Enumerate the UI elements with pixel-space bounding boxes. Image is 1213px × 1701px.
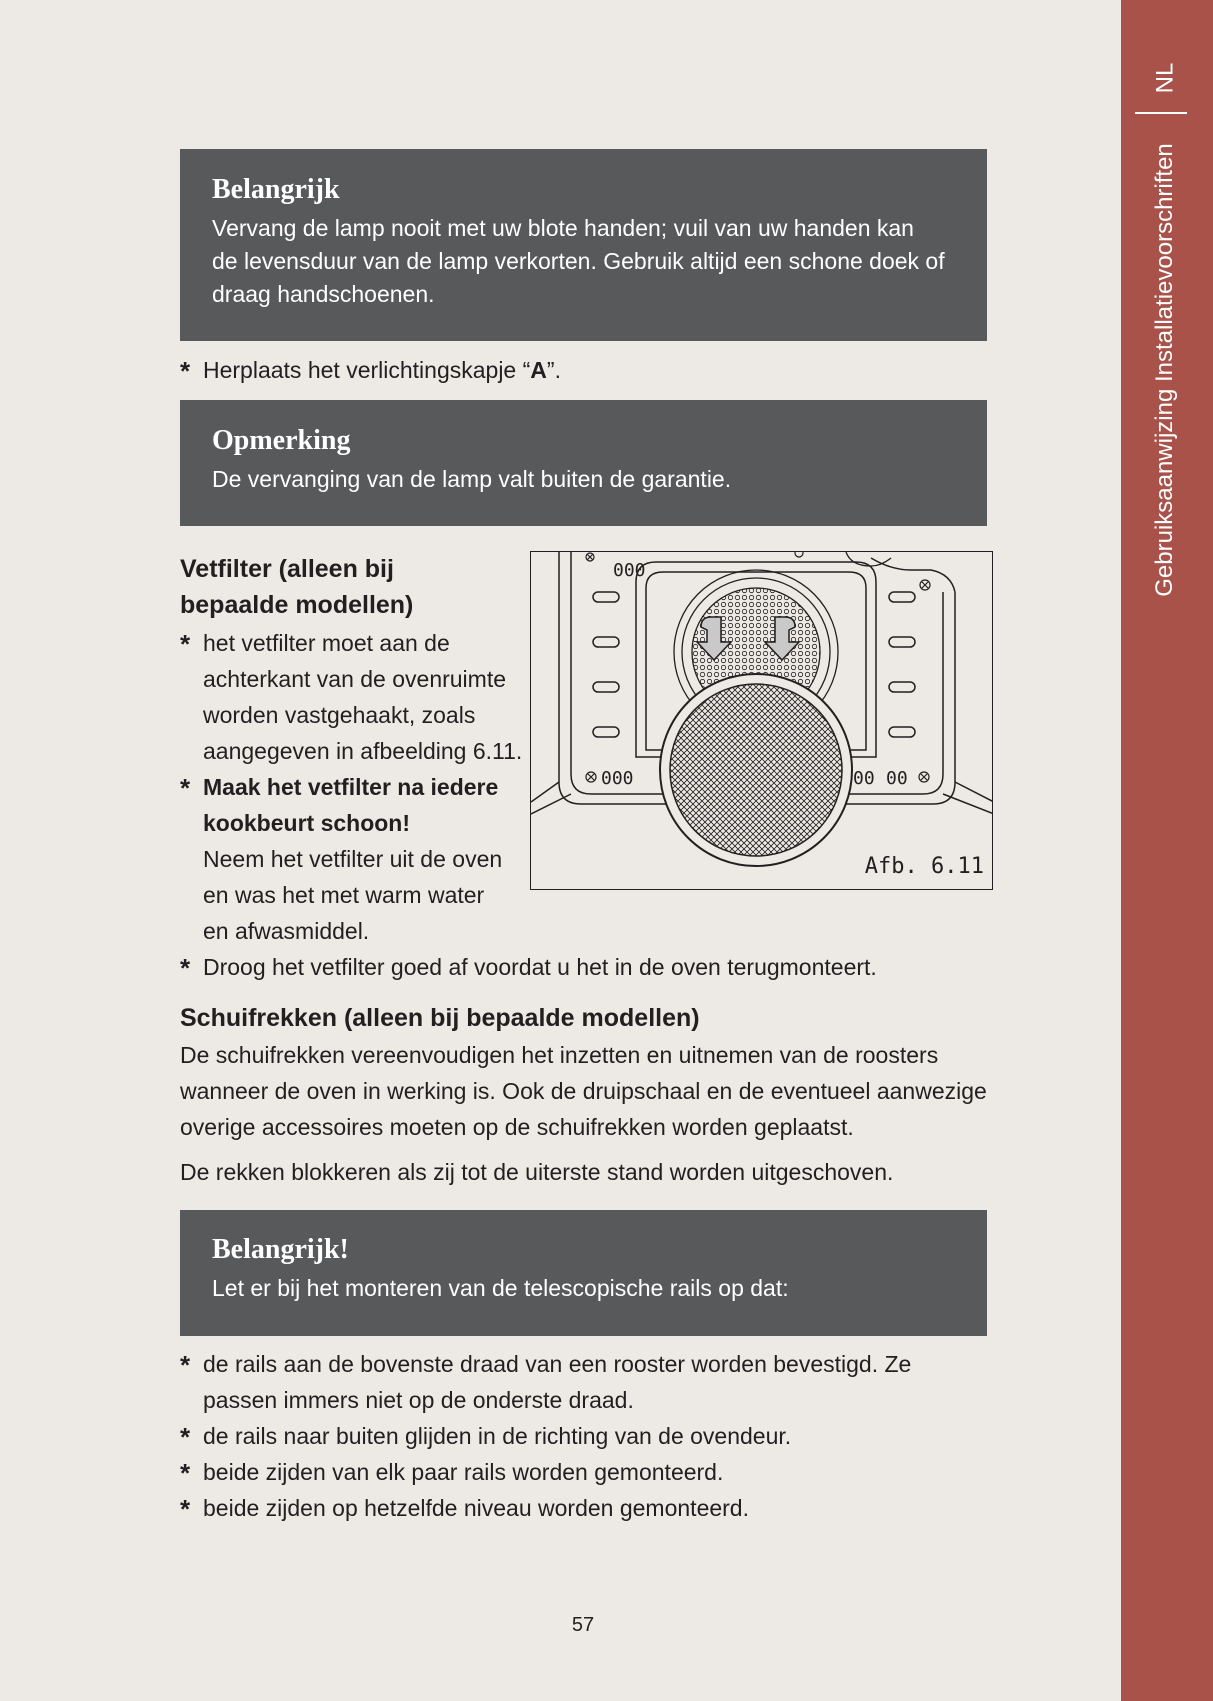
grease-filter-bullet1: achterkant van de ovenruimte <box>203 666 507 692</box>
notice-text: Let er bij het monteren van de telescopische rails op dat: <box>212 1275 789 1301</box>
grease-filter-heading: Vetfilter (alleen bij <box>180 555 394 583</box>
notice-title: Belangrijk! <box>212 1234 349 1265</box>
bullet-marker: * <box>180 1458 191 1488</box>
rails-item: de rails aan de bovenste draad van een rooster worden bevestigd. Ze <box>203 1351 912 1377</box>
shelves-paragraph: De rekken blokkeren als zij tot de uiterste stand worden uitgeschoven. <box>180 1159 894 1185</box>
grease-filter-bullet2: en was het met warm water <box>203 882 485 908</box>
grease-filter-bullet2-bold: Maak het vetfilter na iedere <box>203 774 499 800</box>
figure-label: 000 <box>613 560 646 581</box>
figure-label: 000 <box>601 768 634 789</box>
notice-title: Opmerking <box>212 425 351 456</box>
sidebar-divider <box>1135 112 1187 114</box>
replace-cover-text: Herplaats het verlichtingskapje “A”. <box>203 357 561 383</box>
grease-filter-bullet1: worden vastgehaakt, zoals <box>203 702 476 728</box>
bullet-marker: * <box>180 1494 191 1524</box>
grease-filter-heading: bepaalde modellen) <box>180 591 414 619</box>
notice-line: de levensduur van de lamp verkorten. Gebruik altijd een schone doek of <box>212 248 945 274</box>
bullet-marker: * <box>180 773 191 803</box>
oven-illustration <box>531 552 993 890</box>
shelves-paragraph: wanneer de oven in werking is. Ook de druipschaal en de eventueel aanwezige <box>180 1078 987 1104</box>
page-number: 57 <box>571 1614 595 1636</box>
figure-oven-grease-filter <box>530 551 993 890</box>
sidebar-title: Gebruiksaanwijzing Installatievoorschriften <box>1151 143 1178 597</box>
language-label: NL <box>1151 62 1178 93</box>
notice-important-rails <box>180 1210 987 1336</box>
grease-filter-bullet2: Neem het vetfilter uit de oven <box>203 846 503 872</box>
notice-text: De vervanging van de lamp valt buiten de garantie. <box>212 466 732 492</box>
rails-item: passen immers niet op de onderste draad. <box>203 1387 634 1413</box>
notice-important <box>180 149 987 341</box>
shelves-paragraph: overige accessoires moeten op de schuifrekken worden geplaatst. <box>180 1114 854 1140</box>
rails-item: beide zijden op hetzelfde niveau worden gemonteerd. <box>203 1495 749 1521</box>
grease-filter-bullet1: aangegeven in afbeelding 6.11. <box>203 738 523 764</box>
bullet-marker: * <box>180 1422 191 1452</box>
bullet-marker: * <box>180 356 191 386</box>
shelves-paragraph: De schuifrekken vereenvoudigen het inzetten en uitnemen van de roosters <box>180 1042 939 1068</box>
figure-caption: Afb. 6.11 <box>864 854 984 879</box>
grease-filter-bullet2: en afwasmiddel. <box>203 918 370 944</box>
grease-filter-bullet3: Droog het vetfilter goed af voordat u het in de oven terugmonteert. <box>203 954 877 980</box>
bullet-marker: * <box>180 629 191 659</box>
notice-line: Vervang de lamp nooit met uw blote handen; vuil van uw handen kan <box>212 215 914 241</box>
rails-item: beide zijden van elk paar rails worden gemonteerd. <box>203 1459 724 1485</box>
grease-filter-bullet1: het vetfilter moet aan de <box>203 630 450 656</box>
shelves-heading: Schuifrekken (alleen bij bepaalde modellen) <box>180 1004 700 1032</box>
bullet-marker: * <box>180 1350 191 1380</box>
notice-remark <box>180 400 987 526</box>
bullet-marker: * <box>180 953 191 983</box>
notice-title: Belangrijk <box>212 174 340 205</box>
figure-label: 00 <box>886 768 908 789</box>
grease-filter-bullet2-bold: kookbeurt schoon! <box>203 810 411 836</box>
rails-item: de rails naar buiten glijden in de richting van de ovendeur. <box>203 1423 792 1449</box>
figure-label: 00 <box>853 768 875 789</box>
notice-line: draag handschoenen. <box>212 281 435 307</box>
